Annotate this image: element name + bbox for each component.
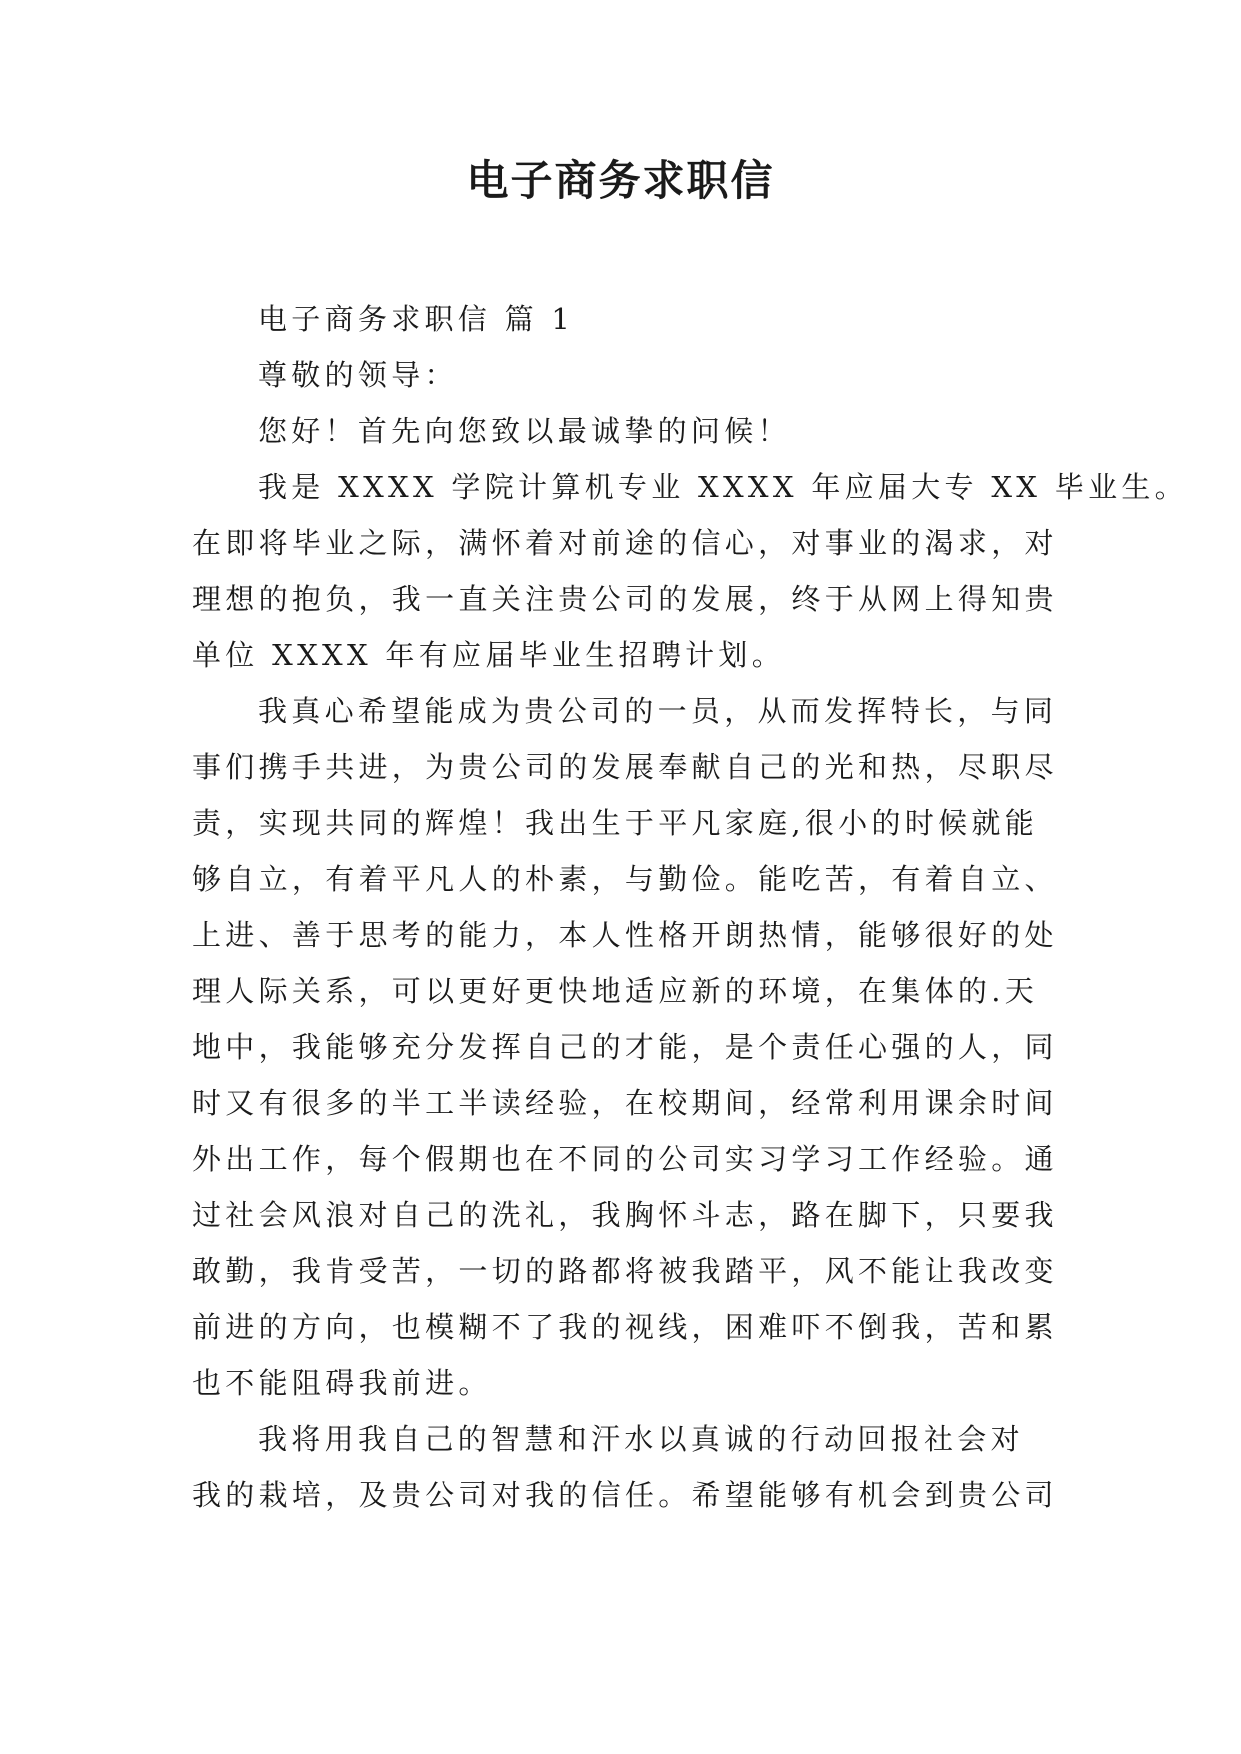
text-line: 也不能阻碍我前进。 [192,1366,492,1400]
text-line: 尊敬的领导： [258,358,458,392]
text-line: 上进、善于思考的能力，本人性格开朗热情，能够很好的处 [192,918,1058,952]
text-line: 我是 XXXX 学院计算机专业 XXXX 年应届大专 XX 毕业生。 [258,470,1188,504]
text-line: 理想的抱负，我一直关注贵公司的发展，终于从网上得知贵 [192,582,1058,616]
text-line: 时又有很多的半工半读经验，在校期间，经常利用课余时间 [192,1086,1058,1120]
text-line: 您好！首先向您致以最诚挚的问候！ [258,414,791,448]
text-line: 够自立，有着平凡人的朴素，与勤俭。能吃苦，有着自立、 [192,862,1058,896]
text-line: 在即将毕业之际，满怀着对前途的信心，对事业的渴求，对 [192,526,1058,560]
text-line: 我的栽培，及贵公司对我的信任。希望能够有机会到贵公司 [192,1478,1058,1512]
text-line: 我真心希望能成为贵公司的一员，从而发挥特长，与同 [258,694,1058,728]
text-line: 单位 XXXX 年有应届毕业生招聘计划。 [192,638,786,672]
text-line: 敢勤，我肯受苦，一切的路都将被我踏平，风不能让我改变 [192,1254,1058,1288]
text-line: 责，实现共同的辉煌！我出生于平凡家庭,很小的时候就能 [192,806,1039,840]
text-line: 电子商务求职信 篇 1 [258,302,575,336]
text-line: 事们携手共进，为贵公司的发展奉献自己的光和热，尽职尽 [192,750,1058,784]
text-line: 地中，我能够充分发挥自己的才能，是个责任心强的人，同 [192,1030,1058,1064]
text-line: 前进的方向，也模糊不了我的视线，困难吓不倒我，苦和累 [192,1310,1058,1344]
letter-body [192,291,1188,1523]
text-line: 外出工作，每个假期也在不同的公司实习学习工作经验。通 [192,1142,1058,1176]
text-line: 过社会风浪对自己的洗礼，我胸怀斗志，路在脚下，只要我 [192,1198,1058,1232]
text-line: 理人际关系，可以更好更快地适应新的环境，在集体的.天 [192,974,1039,1008]
text-line: 我将用我自己的智慧和汗水以真诚的行动回报社会对 [258,1422,1024,1456]
document-title: 电子商务求职信 [466,156,775,205]
